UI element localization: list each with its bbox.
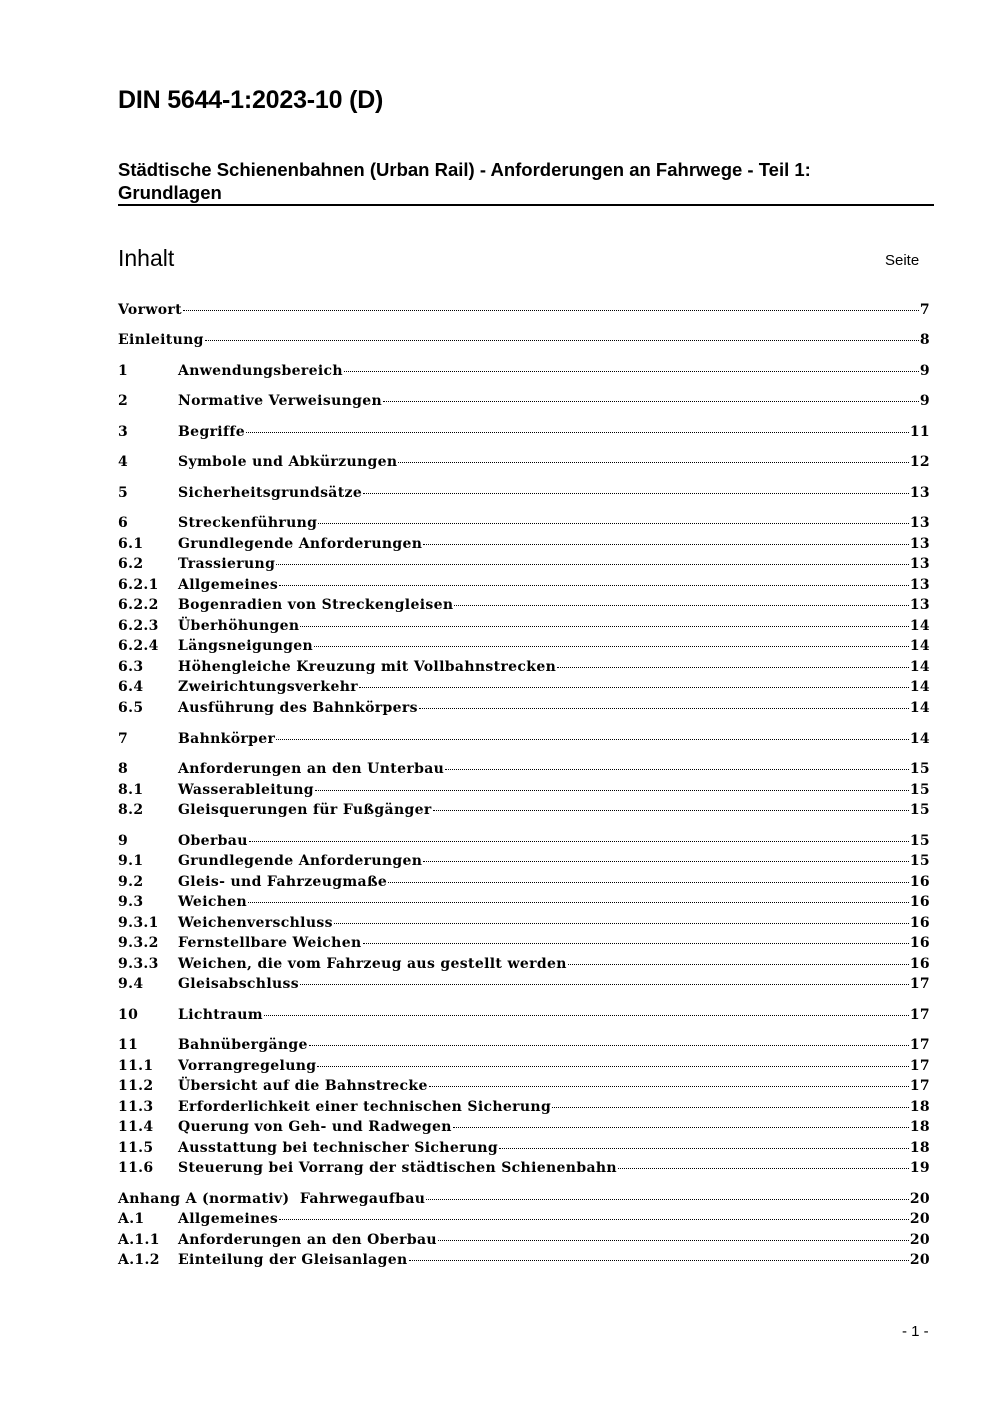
toc-entry-page: 17 <box>909 976 930 992</box>
toc-dot-leader <box>248 902 909 903</box>
toc-entry-page: 13 <box>909 536 930 552</box>
toc-entry[interactable] <box>118 1140 930 1160</box>
toc-entry-number: 2 <box>118 393 129 409</box>
toc-dot-leader <box>363 493 909 494</box>
toc-entry-number: 8 <box>118 761 129 777</box>
toc-entry-number: 9.3 <box>118 894 144 910</box>
toc-entry-title: Grundlegende Anforderungen <box>178 536 423 552</box>
toc-entry-title: Vorrangregelung <box>178 1058 317 1074</box>
toc-entry-number: 9.3.1 <box>118 915 159 931</box>
toc-entry-title: Oberbau <box>178 833 248 849</box>
toc-entry[interactable] <box>118 659 930 679</box>
toc-entry[interactable] <box>118 515 930 535</box>
toc-entry-number: 6.3 <box>118 659 144 675</box>
toc-entry[interactable] <box>118 1078 930 1098</box>
toc-entry-page: 11 <box>909 424 930 440</box>
toc-entry[interactable] <box>118 679 930 699</box>
toc-dot-leader <box>429 1086 909 1087</box>
toc-entry[interactable] <box>118 485 930 505</box>
toc-entry-page: 14 <box>909 700 930 716</box>
toc-entry[interactable] <box>118 618 930 638</box>
toc-entry-number: 1 <box>118 363 129 379</box>
toc-heading: Inhalt <box>118 245 175 271</box>
toc-entry-page: 7 <box>919 302 930 318</box>
toc-entry-number: 6.5 <box>118 700 144 716</box>
toc-entry[interactable] <box>118 1191 930 1211</box>
toc-entry-number: 11.4 <box>118 1119 154 1135</box>
toc-entry-page: 16 <box>909 894 930 910</box>
toc-entry[interactable] <box>118 1007 930 1027</box>
toc-dot-leader <box>363 943 909 944</box>
toc-entry[interactable] <box>118 302 930 322</box>
title-divider <box>118 204 934 206</box>
toc-entry-number: 9.2 <box>118 874 144 890</box>
document-title-line-1: Städtische Schienenbahnen (Urban Rail) - Anforderungen an Fahrwege - Teil 1: <box>118 159 811 180</box>
toc-entry-number: 9 <box>118 833 129 849</box>
toc-entry-title: Einleitung <box>118 332 204 348</box>
toc-entry-number: 6.2 <box>118 556 144 572</box>
toc-entry-page: 20 <box>909 1252 930 1268</box>
toc-entry-title: Erforderlichkeit einer technischen Sicherung <box>178 1099 552 1115</box>
toc-entry-page: 14 <box>909 638 930 654</box>
toc-entry-number: 9.3.3 <box>118 956 159 972</box>
toc-entry-page: 17 <box>909 1007 930 1023</box>
toc-entry-title: Gleisquerungen für Fußgänger <box>178 802 432 818</box>
toc-entry-title: Ausführung des Bahnkörpers <box>178 700 418 716</box>
toc-entry-number: 8.2 <box>118 802 144 818</box>
toc-entry-number: 11.3 <box>118 1099 154 1115</box>
toc-entry-page: 14 <box>909 679 930 695</box>
toc-entry-page: 18 <box>909 1140 930 1156</box>
toc-entry-title: Wasserableitung <box>178 782 314 798</box>
toc-dot-leader <box>315 790 909 791</box>
toc-entry[interactable] <box>118 1119 930 1139</box>
toc-dot-leader <box>433 810 909 811</box>
toc-dot-leader <box>438 1240 909 1241</box>
toc-entry-page: 12 <box>909 454 930 470</box>
toc-entry-page: 20 <box>909 1211 930 1227</box>
toc-dot-leader <box>276 564 909 565</box>
toc-dot-leader <box>279 585 909 586</box>
toc-entry[interactable] <box>118 454 930 474</box>
toc-dot-leader <box>314 646 909 647</box>
toc-entry-title: Bahnübergänge <box>178 1037 308 1053</box>
toc-entry-page: 20 <box>909 1232 930 1248</box>
toc-entry-title: Sicherheitsgrundsätze <box>178 485 363 501</box>
toc-entry-page: 17 <box>909 1078 930 1094</box>
toc-entry-number: 6.2.4 <box>118 638 159 654</box>
toc-entry[interactable] <box>118 976 930 996</box>
toc-entry-title: Längsneigungen <box>178 638 314 654</box>
toc-entry-number: 6.4 <box>118 679 144 695</box>
toc-entry[interactable] <box>118 1099 930 1119</box>
toc-dot-leader <box>419 708 909 709</box>
toc-entry-page: 13 <box>909 485 930 501</box>
toc-entry-title: Steuerung bei Vorrang der städtischen Schienenbahn <box>178 1160 617 1176</box>
toc-entry-number: 6.2.2 <box>118 597 159 613</box>
toc-dot-leader <box>454 605 908 606</box>
toc-entry-page: 18 <box>909 1119 930 1135</box>
toc-entry-number: 11.5 <box>118 1140 154 1156</box>
toc-dot-leader <box>388 882 909 883</box>
toc-entry-number: 6.2.3 <box>118 618 159 634</box>
toc-dot-leader <box>557 667 909 668</box>
toc-entry-number: 11.2 <box>118 1078 154 1094</box>
toc-dot-leader <box>426 1199 908 1200</box>
toc-entry[interactable] <box>118 915 930 935</box>
toc-dot-leader <box>309 1045 909 1046</box>
toc-entry-number: 4 <box>118 454 129 470</box>
toc-entry-title: Überhöhungen <box>178 618 300 634</box>
toc-dot-leader <box>499 1148 909 1149</box>
toc-entry-number: A.1 <box>118 1211 145 1227</box>
toc-entry[interactable] <box>118 1037 930 1057</box>
toc-entry-number: 3 <box>118 424 129 440</box>
toc-entry[interactable] <box>118 638 930 658</box>
toc-entry[interactable] <box>118 935 930 955</box>
toc-page-column-label: Seite <box>885 252 920 269</box>
toc-entry-page: 16 <box>909 956 930 972</box>
toc-entry[interactable] <box>118 956 930 976</box>
toc-entry-title: Vorwort <box>118 302 182 318</box>
toc-entry-page: 13 <box>909 597 930 613</box>
toc-entry-title: Querung von Geh- und Radwegen <box>178 1119 452 1135</box>
toc-entry-page: 17 <box>909 1037 930 1053</box>
toc-dot-leader <box>383 401 919 402</box>
toc-entry-page: 17 <box>909 1058 930 1074</box>
toc-entry-title: Anhang A (normativ) Fahrwegaufbau <box>118 1191 426 1207</box>
toc-entry-title: Anwendungsbereich <box>178 363 343 379</box>
toc-entry-number: 6.2.1 <box>118 577 159 593</box>
toc-entry-title: Allgemeines <box>178 577 279 593</box>
toc-entry-number: 11.1 <box>118 1058 154 1074</box>
toc-entry[interactable] <box>118 332 930 352</box>
toc-dot-leader <box>618 1168 909 1169</box>
toc-entry-number: 10 <box>118 1007 139 1023</box>
toc-dot-leader <box>552 1107 909 1108</box>
toc-dot-leader <box>423 861 908 862</box>
toc-dot-leader <box>300 984 909 985</box>
toc-entry-title: Trassierung <box>178 556 276 572</box>
toc-entry[interactable] <box>118 424 930 444</box>
toc-entry-page: 15 <box>909 833 930 849</box>
toc-dot-leader <box>359 687 909 688</box>
toc-entry-title: Bahnkörper <box>178 731 276 747</box>
toc-entry-title: Gleis- und Fahrzeugmaße <box>178 874 388 890</box>
toc-entry-page: 19 <box>909 1160 930 1176</box>
toc-entry-page: 13 <box>909 556 930 572</box>
toc-entry-number: 6 <box>118 515 129 531</box>
toc-entry-number: A.1.1 <box>118 1232 160 1248</box>
toc-entry-number: A.1.2 <box>118 1252 160 1268</box>
toc-entry-title: Allgemeines <box>178 1211 279 1227</box>
toc-entry-title: Grundlegende Anforderungen <box>178 853 423 869</box>
toc-entry[interactable] <box>118 833 930 853</box>
toc-entry-title: Höhengleiche Kreuzung mit Vollbahnstrecken <box>178 659 557 675</box>
toc-entry-page: 14 <box>909 618 930 634</box>
toc-dot-leader <box>279 1219 909 1220</box>
toc-dot-leader <box>568 964 909 965</box>
toc-dot-leader <box>246 432 909 433</box>
toc-entry-page: 16 <box>909 874 930 890</box>
toc-entry-page: 15 <box>909 761 930 777</box>
toc-dot-leader <box>205 340 919 341</box>
toc-entry-page: 15 <box>909 853 930 869</box>
toc-entry-page: 13 <box>909 515 930 531</box>
toc-entry-page: 15 <box>909 782 930 798</box>
toc-entry-title: Bogenradien von Streckengleisen <box>178 597 454 613</box>
toc-dot-leader <box>317 1066 908 1067</box>
toc-entry[interactable] <box>118 1160 930 1180</box>
toc-entry[interactable] <box>118 577 930 597</box>
toc-entry-title: Zweirichtungsverkehr <box>178 679 358 695</box>
document-id: DIN 5644-1:2023-10 (D) <box>118 86 384 114</box>
page-number: - 1 - <box>902 1323 929 1340</box>
toc-entry-title: Weichenverschluss <box>178 915 333 931</box>
toc-dot-leader <box>344 371 919 372</box>
toc-entry-page: 20 <box>909 1191 930 1207</box>
toc-dot-leader <box>423 544 908 545</box>
toc-dot-leader <box>249 841 909 842</box>
toc-dot-leader <box>264 1015 909 1016</box>
toc-entry[interactable] <box>118 731 930 751</box>
toc-entry[interactable] <box>118 1058 930 1078</box>
toc-entry-page: 16 <box>909 915 930 931</box>
toc-entry-title: Einteilung der Gleisanlagen <box>178 1252 408 1268</box>
toc-entry[interactable] <box>118 802 930 822</box>
toc-entry-number: 5 <box>118 485 129 501</box>
toc-dot-leader <box>183 310 919 311</box>
toc-entry-page: 9 <box>919 393 930 409</box>
toc-entry-title: Übersicht auf die Bahnstrecke <box>178 1078 428 1094</box>
toc-entry-page: 8 <box>919 332 930 348</box>
toc-entry[interactable] <box>118 393 930 413</box>
toc-entry-number: 11.6 <box>118 1160 154 1176</box>
toc-dot-leader <box>445 769 909 770</box>
toc-entry-title: Gleisabschluss <box>178 976 299 992</box>
toc-entry-title: Begriffe <box>178 424 245 440</box>
toc-entry-number: 9.1 <box>118 853 144 869</box>
toc-entry[interactable] <box>118 761 930 781</box>
toc-entry[interactable] <box>118 853 930 873</box>
toc-entry[interactable] <box>118 894 930 914</box>
toc-entry[interactable] <box>118 1232 930 1252</box>
toc-entry-number: 9.3.2 <box>118 935 159 951</box>
toc-entry-number: 6.1 <box>118 536 144 552</box>
toc-entry-number: 8.1 <box>118 782 144 798</box>
toc-dot-leader <box>300 626 908 627</box>
toc-entry[interactable] <box>118 700 930 720</box>
toc-entry-page: 18 <box>909 1099 930 1115</box>
toc-dot-leader <box>334 923 909 924</box>
toc-entry-title: Ausstattung bei technischer Sicherung <box>178 1140 499 1156</box>
toc-dot-leader <box>398 462 908 463</box>
toc-entry-title: Fernstellbare Weichen <box>178 935 362 951</box>
toc-dot-leader <box>453 1127 909 1128</box>
toc-entry-page: 14 <box>909 731 930 747</box>
toc-entry-title: Weichen <box>178 894 248 910</box>
toc-entry-title: Streckenführung <box>178 515 318 531</box>
toc-dot-leader <box>276 739 909 740</box>
toc-dot-leader <box>409 1260 909 1261</box>
toc-entry-page: 9 <box>919 363 930 379</box>
toc-entry[interactable] <box>118 536 930 556</box>
toc-entry[interactable] <box>118 874 930 894</box>
document-title-line-2: Grundlagen <box>118 182 222 203</box>
toc-entry-title: Lichtraum <box>178 1007 263 1023</box>
toc-entry-number: 7 <box>118 731 129 747</box>
toc-entry-page: 16 <box>909 935 930 951</box>
toc-entry-title: Symbole und Abkürzungen <box>178 454 398 470</box>
toc-entry[interactable] <box>118 782 930 802</box>
toc-entry[interactable] <box>118 597 930 617</box>
toc-entry[interactable] <box>118 1211 930 1231</box>
toc-entry-page: 14 <box>909 659 930 675</box>
toc-entry-number: 11 <box>118 1037 139 1053</box>
toc-entry[interactable] <box>118 363 930 383</box>
toc-entry-page: 15 <box>909 802 930 818</box>
toc-entry[interactable] <box>118 1252 930 1272</box>
toc-entry[interactable] <box>118 556 930 576</box>
toc-entry-title: Weichen, die vom Fahrzeug aus gestellt werden <box>178 956 567 972</box>
toc-entry-number: 9.4 <box>118 976 144 992</box>
toc-entry-title: Anforderungen an den Oberbau <box>178 1232 437 1248</box>
toc-entry-title: Anforderungen an den Unterbau <box>178 761 445 777</box>
document-title <box>118 158 918 204</box>
toc-entry-page: 13 <box>909 577 930 593</box>
toc-dot-leader <box>318 523 908 524</box>
toc-entry-title: Normative Verweisungen <box>178 393 383 409</box>
